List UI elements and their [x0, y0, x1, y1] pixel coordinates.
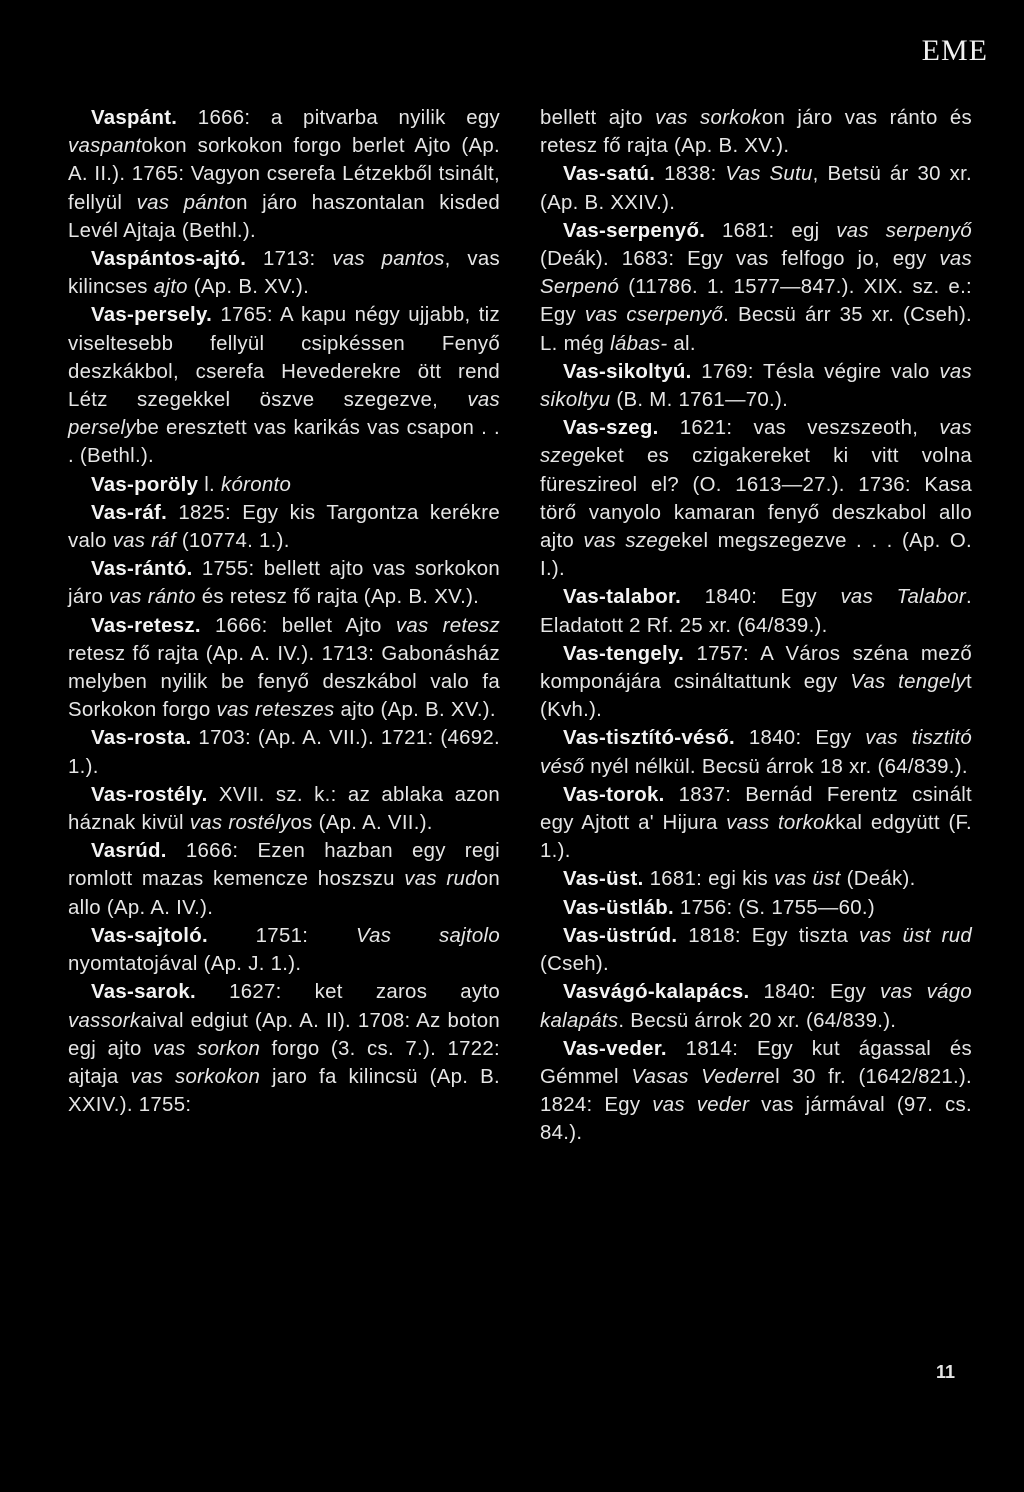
entry-headword: Vas-veder.: [563, 1037, 667, 1060]
dictionary-entry: [68, 922, 500, 978]
entry-text: 1838:: [655, 163, 726, 186]
entry-headword: Vas-rántó.: [91, 558, 193, 581]
entry-text: t (Kvh.).: [540, 671, 972, 722]
dictionary-entry: [68, 104, 500, 245]
dictionary-entry: [68, 724, 500, 780]
entry-text: bellett ajto: [540, 107, 656, 129]
dictionary-entry: [68, 555, 500, 611]
entry-headword: Vas-üstláb.: [563, 896, 674, 919]
entry-italic-term: Vas tengely: [850, 671, 967, 694]
dictionary-entry: [540, 894, 972, 922]
entry-headword: Vas-poröly: [91, 473, 199, 496]
entry-italic-term: vas ráf: [112, 530, 176, 553]
entry-text: . Eladatott 2 Rf. 25 xr. (64/839.).: [540, 586, 972, 637]
entry-text: l.: [198, 473, 221, 496]
entry-headword: Vas-torok.: [563, 783, 665, 806]
entry-italic-term: kóronto: [221, 473, 292, 496]
entry-text: 1825: Egy kis Targontza kerékre valo: [68, 501, 500, 553]
entry-text: 1627: ket zaros ayto: [196, 981, 500, 1004]
entry-text: 1756: (S. 1755—60.): [673, 896, 875, 919]
entry-text: os (Ap. A. VII.).: [290, 812, 433, 835]
entry-text: 1769: Tésla végire valo: [691, 360, 940, 383]
entry-text: al.: [667, 332, 696, 355]
entry-text: és retesz fő rajta (Ap. B. XV.).: [195, 586, 480, 609]
entry-text: nyél nélkül. Becsü árrok 18 xr. (64/839.).: [584, 755, 968, 778]
entry-italic-term: vas sikoltyu: [540, 360, 972, 412]
entry-text: (11786. 1. 1577—847.). XIX. sz. e.: Egy: [540, 276, 972, 327]
entry-text: on járo haszontalan kisded Levél Ajtaja (Bethl.).: [68, 191, 501, 242]
entry-text: , vas kilincses: [68, 248, 500, 299]
dictionary-entry: [68, 245, 500, 301]
dictionary-entry: [68, 978, 500, 1119]
entry-italic-term: vas tisztitó véső: [540, 727, 972, 778]
dictionary-entry: [68, 301, 500, 470]
entry-text: 1666: bellet Ajto: [200, 614, 396, 637]
entry-text: 1755: bellett ajto vas sorkokon járo: [68, 558, 500, 609]
entry-italic-term: vas veder: [652, 1094, 750, 1117]
entry-headword: Vas-sikoltyú.: [563, 360, 692, 383]
entry-headword: Vas-serpenyő.: [563, 219, 706, 242]
dictionary-entry: [68, 471, 500, 499]
entry-text: aival edgiut (Ap. A. II). 1708: Az boton egj ajto: [68, 1009, 500, 1060]
entry-italic-term: vas rud: [404, 868, 477, 891]
dictionary-entry: [540, 865, 972, 893]
entry-text: 1681: egj: [705, 219, 837, 242]
entry-text: (Cseh).: [540, 953, 609, 976]
entry-text: 1840: Egy: [681, 586, 841, 609]
entry-headword: Vasvágó-kalapács.: [563, 981, 750, 1004]
entry-headword: Vaspántos-ajtó.: [91, 248, 247, 271]
entry-text: . Becsü árr 35 xr. (Cseh). L. még: [540, 304, 973, 355]
dictionary-entry: [540, 414, 972, 583]
entry-headword: Vas-sajtoló.: [91, 924, 208, 947]
entry-italic-term: vas ránto: [109, 586, 196, 609]
entry-headword: Vasrúd.: [91, 840, 167, 863]
entry-text: 1681: egi kis: [643, 868, 774, 891]
entry-text: (10774. 1.).: [175, 530, 290, 553]
dictionary-entry: [68, 837, 500, 922]
entry-text: okon sorkokon forgo berlet Ajto (Ap. A. II.). 1765: Vagyon cserefa Létzekből tsinált, fellyül: [68, 135, 500, 214]
entry-headword: Vas-sarok.: [91, 981, 197, 1004]
dictionary-entry: [68, 499, 500, 555]
entry-italic-term: lábas-: [610, 332, 668, 355]
dictionary-entry: [68, 781, 500, 837]
entry-text: eket es czigakereket ki vitt volna füreszireol el? (O. 1613—27.). 1736: Kasa törő vanyolo kamaran fenyő deszkabol allo ajto: [540, 445, 972, 553]
entry-italic-term: vas reteszes: [216, 699, 335, 722]
entry-headword: Vas-üstrúd.: [563, 924, 678, 947]
entry-text: 1840: Egy: [749, 981, 880, 1004]
entry-text: vas jármával (97. cs. 84.).: [540, 1094, 972, 1145]
entry-text: . Becsü árrok 20 xr. (64/839.).: [618, 1009, 897, 1032]
entry-text: 1840: Egy: [734, 727, 866, 750]
entry-text: 1814: Egy kut ágassal és Gémmel: [540, 1037, 972, 1088]
entry-text: 1666: a pitvarba nyilik egy: [177, 107, 500, 129]
entry-italic-term: vas sorkok: [655, 107, 762, 129]
entry-text: 1837: Bernád Ferentz csinált egy Ajtott a' Hijura: [540, 783, 972, 835]
entry-italic-term: vas szeg: [540, 417, 972, 468]
dictionary-entry: [540, 724, 972, 780]
entry-headword: Vas-rosta.: [91, 727, 192, 750]
dictionary-entry: [540, 640, 972, 725]
entry-italic-term: vas sorkon: [153, 1037, 261, 1060]
entry-italic-term: Vasas Vederr: [631, 1065, 764, 1088]
entry-text: on járo vas ránto és retesz fő rajta (Ap. B. XV.).: [540, 107, 972, 158]
publisher-logo: EME: [921, 34, 988, 67]
entry-headword: Vas-persely.: [91, 304, 213, 327]
entry-headword: Vas-tisztító-véső.: [563, 727, 735, 750]
entry-text: nyomtatojával (Ap. J. 1.).: [68, 953, 302, 976]
entry-italic-term: vas szeg: [583, 530, 670, 553]
entry-italic-term: vas vágo kalapáts: [540, 981, 972, 1032]
entry-headword: Vas-ráf.: [91, 501, 168, 524]
entry-italic-term: Vas sajtolo: [355, 924, 500, 947]
entry-italic-term: vass torkok: [726, 812, 836, 835]
entry-italic-term: vas rostély: [189, 812, 291, 835]
entry-text: on allo (Ap. A. IV.).: [68, 868, 501, 919]
dictionary-entry: [540, 781, 972, 866]
entry-headword: Vas-szeg.: [563, 417, 659, 440]
entry-italic-term: vas üst: [773, 868, 841, 891]
entry-headword: Vas-rostély.: [91, 783, 208, 806]
entry-text: forgo (3. cs. 7.). 1722: ajtaja: [68, 1037, 500, 1088]
entry-text: 1751:: [207, 924, 356, 947]
dictionary-entry: [540, 978, 972, 1034]
dictionary-entry: [540, 104, 972, 160]
entry-text: jaro fa kilincsü (Ap. B. XXIV.). 1755:: [68, 1065, 501, 1117]
entry-italic-term: vas persely: [68, 389, 500, 440]
entry-italic-term: vas pantos: [332, 248, 445, 271]
entry-text: (Deák). 1683: Egy vas felfogo jo, egy: [540, 248, 940, 271]
dictionary-entry: [540, 1035, 972, 1148]
entry-text: (Ap. B. XV.).: [187, 276, 310, 299]
entry-text: ajto (Ap. B. XV.).: [334, 699, 496, 722]
printer-signature-mark: 11: [936, 1362, 956, 1382]
entry-text: 1757: A Város széna mező komponájára csináltattunk egy: [540, 642, 972, 694]
entry-italic-term: ajto: [153, 276, 188, 299]
right-column: [540, 104, 972, 1148]
entry-text: 1666: Ezen hazban egy regi romlott mazas kemencze hoszszu: [68, 840, 500, 891]
entry-headword: Vas-talabor.: [563, 586, 682, 609]
entry-text: (B. M. 1761—70.).: [610, 389, 789, 412]
entry-italic-term: vas cserpenyő: [584, 304, 724, 327]
entry-headword: Vas-satú.: [563, 163, 656, 186]
entry-italic-term: vaspant: [68, 135, 142, 158]
entry-italic-term: vassork: [68, 1009, 141, 1032]
entry-italic-term: Vas Sutu: [725, 163, 813, 186]
dictionary-entry: [540, 217, 972, 358]
entry-text: XVII. sz. k.: az ablaka azon háznak kivül: [68, 783, 500, 835]
entry-headword: Vaspánt.: [91, 107, 178, 129]
entry-text: el 30 fr. (1642/821.). 1824: Egy: [540, 1065, 973, 1117]
entry-headword: Vas-üst.: [563, 868, 644, 891]
entry-text: 1818: Egy tiszta: [677, 924, 860, 947]
entry-italic-term: vas pánt: [136, 191, 225, 214]
entry-italic-term: vas sorkokon: [130, 1065, 261, 1088]
entry-italic-term: vas Serpenó: [540, 248, 972, 299]
entry-text: (Deák).: [840, 868, 916, 891]
dictionary-entry: [540, 358, 972, 414]
entry-text: 1713:: [246, 248, 333, 271]
entry-text: ekel megszegezve . . . (Ap. O. I.).: [540, 530, 973, 581]
dictionary-entry: [540, 160, 972, 216]
entry-italic-term: vas retesz: [395, 614, 500, 637]
dictionary-entry: [540, 583, 972, 639]
entry-italic-term: vas üst rud: [859, 924, 972, 947]
entry-italic-term: vas serpenyő: [836, 219, 972, 242]
left-column: [68, 104, 500, 1119]
dictionary-entry: [68, 612, 500, 725]
entry-text: 1765: A kapu négy ujjabb, tiz viseltesebb fellyül csipkéssen Fenyő deszkákbol, cserefa Hevederekre ött rend Létz szegekkel öszve szegezve,: [68, 304, 500, 412]
entry-text: 1621: vas veszszeoth,: [658, 417, 940, 440]
entry-text: be eresztett vas karikás vas csapon . . . (Bethl.).: [68, 417, 500, 468]
entry-text: , Betsü ár 30 xr. (Ap. B. XXIV.).: [540, 163, 972, 214]
entry-headword: Vas-tengely.: [563, 642, 685, 665]
entry-text: 1703: (Ap. A. VII.). 1721: (4692. 1.).: [68, 727, 500, 778]
entry-text: retesz fő rajta (Ap. A. IV.). 1713: Gabonásház melyben nyilik be fenyő deszkábol valo fa Sorkokon forgo: [68, 642, 500, 722]
entry-headword: Vas-retesz.: [91, 614, 201, 637]
entry-text: kal edgyütt (F. 1.).: [540, 812, 973, 863]
dictionary-entry: [540, 922, 972, 978]
entry-italic-term: vas Talabor: [840, 586, 967, 609]
